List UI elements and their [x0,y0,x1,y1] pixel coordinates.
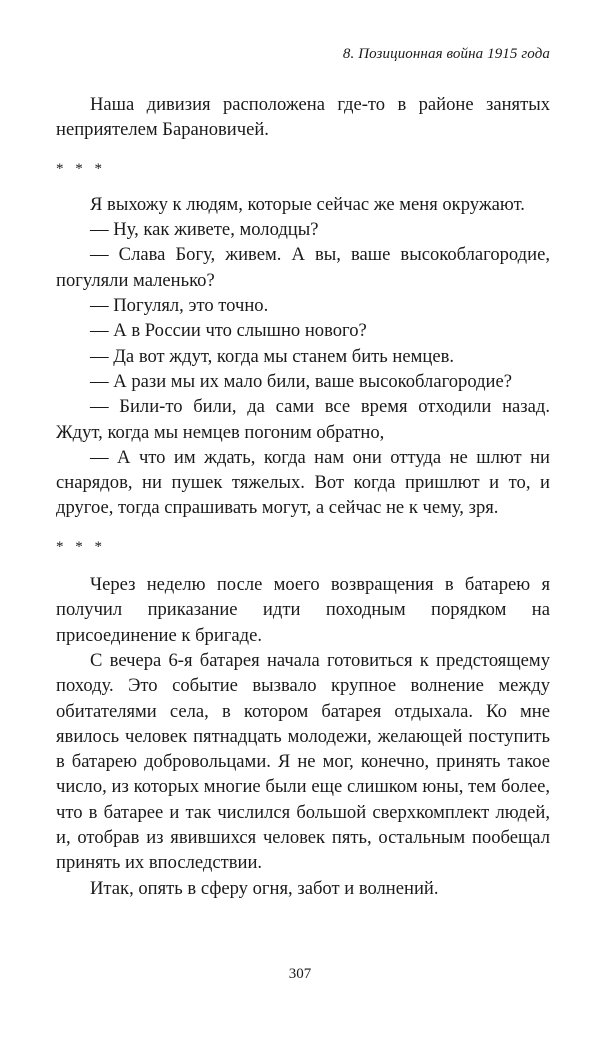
paragraph: Наша дивизия расположена где-то в районе занятых неприятелем Барановичей. [56,94,550,141]
dialogue-line: — А в России что слышно нового? [90,320,367,342]
paragraph: С вечера 6-я батарея начала готовиться к предстоящему походу. Это событие вызвало крупное волнение между обитателями села, в котором батарея отдыхала. Ко мне явилось человек пятнадцать молодежи, желающей поступить в батарею добровольцами. Я не мог, конечно, принять такое число, из которых многие были еще слишком юны, тем более, что в батарее и так числился большой сверхкомплект людей, и, отобрав из явившихся человек пять, остальным пообещал принять их впоследствии. [56,649,550,874]
paragraph: Итак, опять в сферу огня, забот и волнений. [90,877,439,899]
section-separator: * * * [56,160,106,177]
dialogue-line: — А что им ждать, когда нам они оттуда не шлют ни снарядов, ни пушек тяжелых. Вот когда пришлют и то, и другое, тогда спрашивать могут, а сейчас не к чему, зря. [56,446,550,519]
running-head: 8. Позиционная война 1915 года [342,46,550,62]
dialogue-line: — Погулял, это точно. [90,295,269,317]
body-text [56,92,550,901]
paragraph: Я выхожу к людям, которые сейчас же меня окружают. [90,193,525,215]
section-separator: * * * [56,538,106,555]
paragraph: Через неделю после моего возвращения в батарею я получил приказание идти походным порядком на присоединение к бригаде. [56,574,550,646]
dialogue-line: — Да вот ждут, когда мы станем бить немцев. [90,345,455,367]
dialogue-line: — Слава Богу, живем. А вы, ваше высокоблагородие, погуляли маленько? [56,244,550,291]
dialogue-line: — Ну, как живете, молодцы? [90,219,319,241]
dialogue-line: — А рази мы их мало били, ваше высокоблагородие? [90,370,513,392]
dialogue-line: — Били-то били, да сами все время отходили назад. Ждут, когда мы немцев погоним обратно, [56,396,550,443]
page-number: 307 [288,966,312,982]
